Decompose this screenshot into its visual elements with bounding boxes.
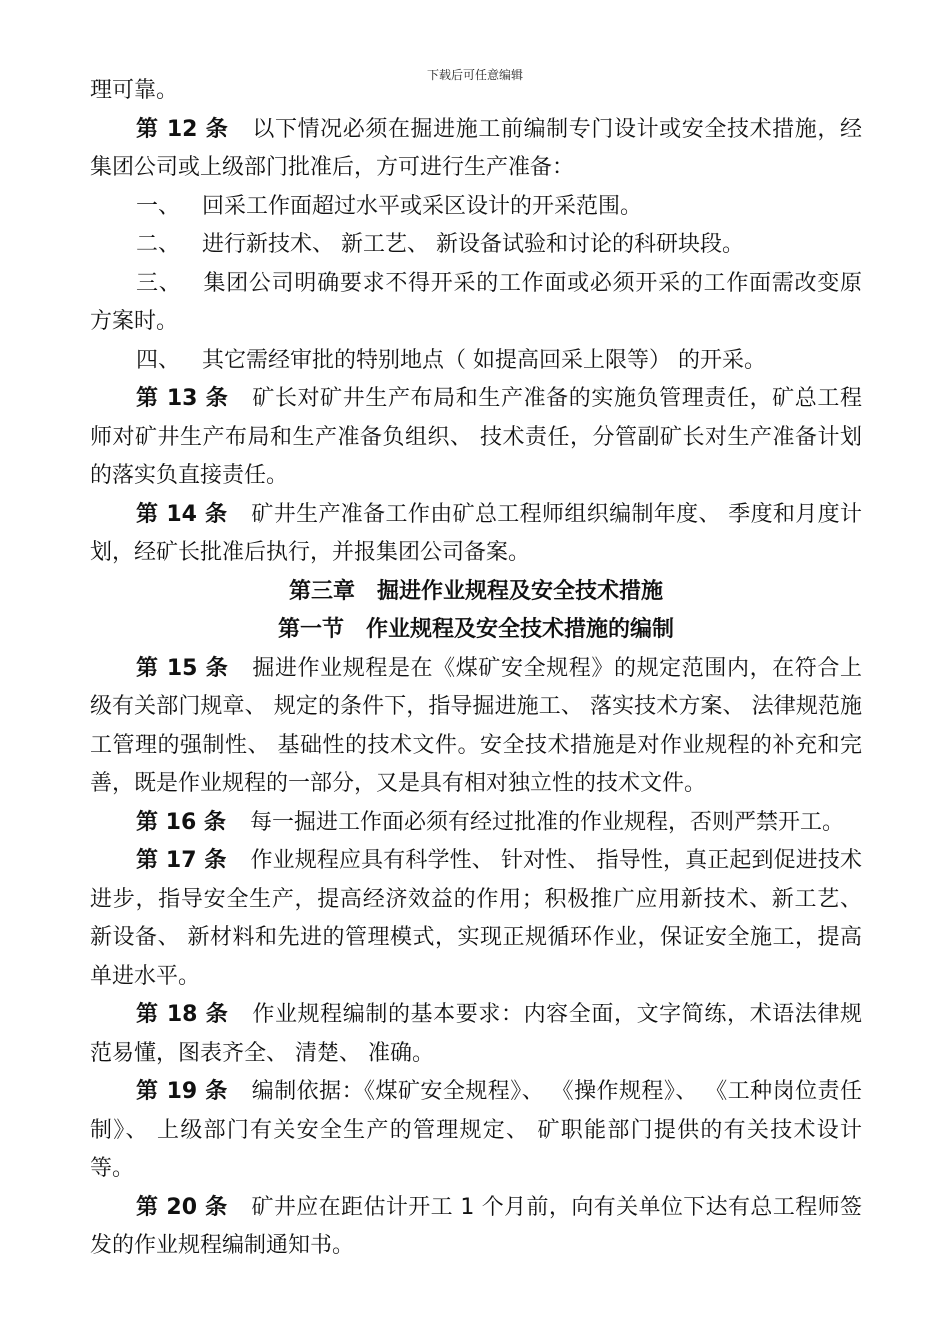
paragraph-text: 编制依据：《煤矿安全规程》、 《操作规程》、 《工种岗位责任制》、 上级部门有关安全生产的管理规定、 矿职能部门提供的有关技术设计等。 xyxy=(90,1079,862,1181)
list-item-text: 集团公司明确要求不得开采的工作面或必须开采的工作面需改变原方案时。 xyxy=(90,270,862,334)
paragraph-text: 作业规程编制的基本要求：内容全面，文字简练，术语法律规范易懂，图表齐全、 清楚、 准确。 xyxy=(90,1002,862,1066)
paragraph-text: 每一掘进工作面必须有经过批准的作业规程，否则严禁开工。 xyxy=(249,809,844,835)
article-paragraph xyxy=(90,1189,862,1266)
article-paragraph xyxy=(90,1073,862,1189)
article-number: 第 20 条 xyxy=(136,1194,228,1220)
article-paragraph xyxy=(90,804,862,843)
list-item-number: 一、 xyxy=(136,193,181,219)
article-number: 第 16 条 xyxy=(136,809,226,835)
list-item-number: 三、 xyxy=(136,270,182,296)
paragraph-text: 矿井应在距估计开工 1 个月前，向有关单位下达有总工程师签发的作业规程编制通知书。 xyxy=(90,1194,862,1258)
document-body xyxy=(90,72,862,1266)
paragraph-text: 作业规程应具有科学性、 针对性、 指导性，真正起到促进技术进步，指导安全生产，提高经济效益的作用；积极推广应用新技术、新工艺、 新设备、 新材料和先进的管理模式，实现正规循环作业，保证安全施工，提高单进水平。 xyxy=(90,848,862,989)
list-item xyxy=(90,342,862,381)
article-number: 第 15 条 xyxy=(136,655,229,681)
paragraph-text: 矿井生产准备工作由矿总工程师组织编制年度、 季度和月度计划，经矿长批准后执行，并报集团公司备案。 xyxy=(90,501,863,565)
list-item-text: 其它需经审批的特别地点（ 如提高回采上限等） 的开采。 xyxy=(202,347,767,373)
list-item-text: 进行新技术、 新工艺、 新设备试验和讨论的科研块段。 xyxy=(202,232,745,257)
list-item-text: 回采工作面超过水平或采区设计的开采范围。 xyxy=(202,193,643,219)
paragraph-text: 矿长对矿井生产布局和生产准备的实施负管理责任，矿总工程师对矿井生产布局和生产准备负组织、 技术责任，分管副矿长对生产准备计划的落实负直接责任。 xyxy=(90,386,862,488)
article-paragraph xyxy=(90,650,862,804)
article-number: 第 17 条 xyxy=(136,848,227,873)
article-paragraph xyxy=(90,996,862,1073)
article-paragraph xyxy=(90,842,862,996)
article-number: 第 19 条 xyxy=(136,1079,228,1104)
article-number: 第 12 条 xyxy=(136,116,229,142)
list-item xyxy=(90,188,862,227)
article-paragraph xyxy=(90,496,862,573)
section-heading: 第三章 掘进作业规程及安全技术措施 xyxy=(288,578,663,604)
article-paragraph xyxy=(90,111,862,188)
paragraph xyxy=(90,72,862,111)
article-number: 第 18 条 xyxy=(136,1002,229,1027)
list-item-number: 四、 xyxy=(136,347,181,373)
article-number: 第 14 条 xyxy=(136,501,228,527)
article-paragraph xyxy=(90,380,862,496)
article-number: 第 13 条 xyxy=(136,386,229,411)
list-item-number: 二、 xyxy=(136,232,181,257)
paragraph-text: 理可靠。 xyxy=(90,78,179,103)
paragraph-text: 掘进作业规程是在《煤矿安全规程》的规定范围内，在符合上级有关部门规章、 规定的条件下，指导掘进施工、 落实技术方案、 法律规范施工管理的强制性、 基础性的技术文件。安全技术措施是对作业规程的补充和完善，既是作业规程的一部分，又是具有相对独立性的技术文件。 xyxy=(90,655,862,796)
list-item xyxy=(90,265,862,342)
paragraph-text: 以下情况必须在掘进施工前编制专门设计或安全技术措施，经集团公司或上级部门批准后，方可进行生产准备： xyxy=(90,116,862,180)
section-heading: 第一节 作业规程及安全技术措施的编制 xyxy=(277,617,674,642)
page-header: 下载后可任意编辑 xyxy=(426,68,523,82)
list-item xyxy=(90,226,862,265)
